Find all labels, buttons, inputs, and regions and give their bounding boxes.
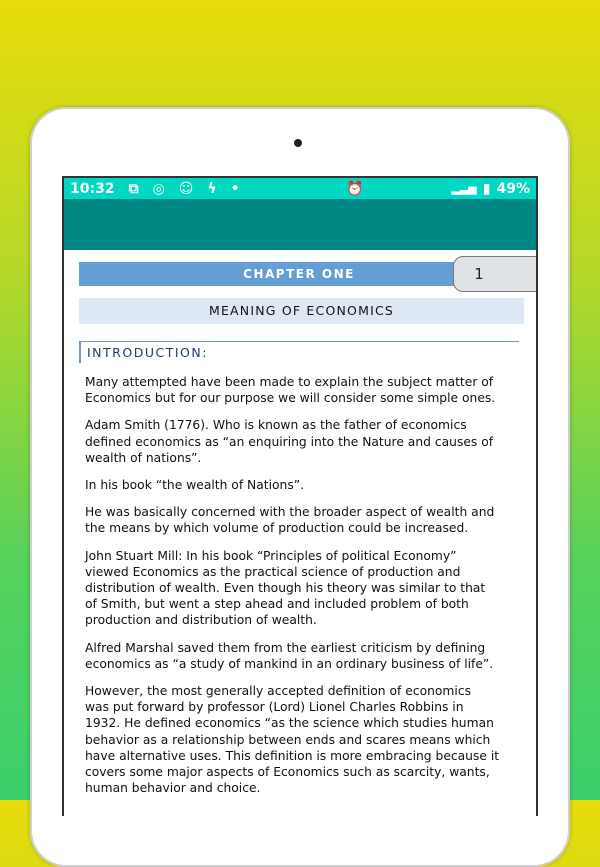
paragraph-line: He was basically concerned with the broader aspect of wealth and bbox=[85, 505, 495, 520]
status-bar bbox=[64, 178, 536, 199]
paragraph bbox=[85, 683, 535, 796]
paragraph-line: wealth of nations”. bbox=[85, 450, 202, 465]
paragraph-line: behavior as a relationship between ends and scares means which bbox=[85, 732, 491, 747]
paragraph bbox=[85, 477, 535, 493]
paragraph-line: distribution of wealth. Even though his theory was similar to that bbox=[85, 581, 486, 596]
paragraph-line: production and distribution of wealth. bbox=[85, 613, 317, 628]
section-heading: INTRODUCTION: bbox=[79, 341, 519, 363]
signal-icon: ▂▃▅ bbox=[451, 182, 477, 195]
paragraph-line: covers some major aspects of Economics such as scarcity, wants, bbox=[85, 765, 490, 780]
battery-icon: ▮ bbox=[482, 180, 491, 197]
paragraph-line: have alternative uses. This definition is more embracing because it bbox=[85, 748, 500, 763]
dot-icon: • bbox=[230, 180, 240, 197]
camera-icon bbox=[294, 139, 302, 147]
paragraph-line: Many attempted have been made to explain the subject matter of bbox=[85, 375, 494, 389]
paragraph-line: economics as “a study of mankind in an ordinary business of life”. bbox=[85, 656, 494, 671]
paragraph-line: Alfred Marshal saved them from the earliest criticism by defining bbox=[85, 640, 486, 655]
paragraph-line: In his book “the wealth of Nations”. bbox=[85, 478, 305, 493]
battery-level: 49% bbox=[496, 180, 530, 197]
paragraph bbox=[85, 374, 535, 406]
paragraph-line: However, the most generally accepted definition of economics bbox=[85, 684, 471, 699]
paragraph bbox=[85, 640, 535, 672]
paragraph bbox=[85, 548, 535, 629]
document-title: MEANING OF ECONOMICS bbox=[79, 298, 524, 324]
paragraph-line: viewed Economics as the practical science of production and bbox=[85, 564, 461, 579]
status-time: 10:32 bbox=[70, 180, 115, 197]
paragraph-line: John Stuart Mill: In his book “Principles of political Economy” bbox=[85, 548, 457, 563]
device-screen bbox=[62, 176, 538, 816]
paragraph bbox=[85, 417, 535, 466]
app-notification-icon: ☺ bbox=[178, 180, 194, 197]
paragraph-line: the means by which volume of production could be increased. bbox=[85, 521, 469, 536]
paragraph-line: human behavior and choice. bbox=[85, 781, 261, 796]
app-bar bbox=[64, 199, 536, 250]
page-number-badge[interactable]: 1 bbox=[453, 256, 538, 292]
hotspot-icon: ◎ bbox=[152, 180, 165, 197]
screenshot-icon: ⧉ bbox=[128, 180, 139, 197]
paragraph-line: Economics but for our purpose we will consider some simple ones. bbox=[85, 391, 496, 406]
paragraph-line: 1932. He defined economics “as the science which studies human bbox=[85, 716, 494, 731]
paragraph-line: of Smith, but went a step ahead and included problem of both bbox=[85, 597, 469, 612]
document-body bbox=[85, 374, 535, 807]
paragraph-line: was put forward by professor (Lord) Lionel Charles Robbins in bbox=[85, 700, 464, 715]
chapter-banner: CHAPTER ONE bbox=[79, 262, 519, 286]
paragraph-line: Adam Smith (1776). Who is known as the father of economics bbox=[85, 418, 467, 433]
paragraph bbox=[85, 504, 535, 536]
paragraph-line: defined economics as “an enquiring into the Nature and causes of bbox=[85, 434, 494, 449]
charging-bolt-icon: ϟ bbox=[207, 180, 217, 197]
alarm-icon: ⏰ bbox=[345, 180, 364, 197]
